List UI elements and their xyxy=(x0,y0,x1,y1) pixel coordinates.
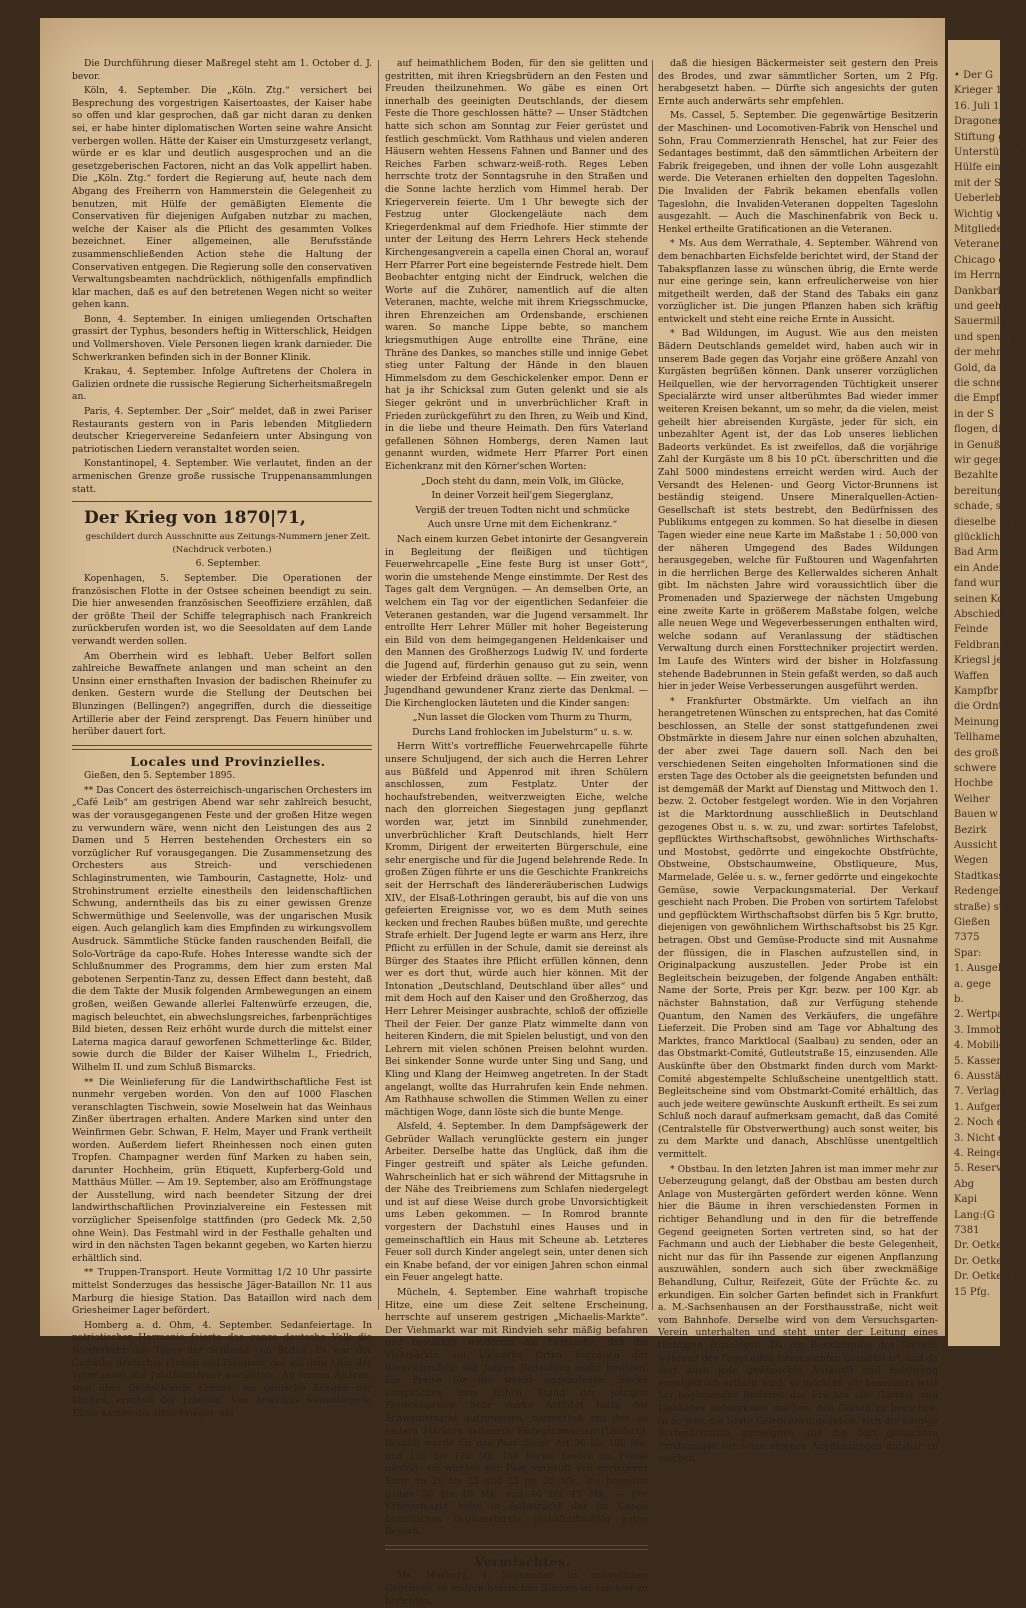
adjacent-page-fragment: Krieger 1870/ xyxy=(954,85,1025,97)
adjacent-page-fragment: straße) st xyxy=(954,901,1003,913)
adjacent-page-fragment: Waffen xyxy=(954,670,989,682)
adjacent-page-fragment: 7. Verlagen xyxy=(954,1086,1012,1098)
article-wildungen: * Bad Wildungen, im August. Wie aus den meisten Bädern Deutschlands gemeldet wird, haben auch wir in unserem Bade gegen das Vorjahr eine größere Anzahl von Kurgästen begrüßen können. Dank unserer vorzüglichen Heilquellen, wie der hervorragenden Tüchtigkeit unserer Specialärzte wird unser altberühmtes Bad wieder immer weiteren Kreisen bekannt, um so mehr, da die vielen, meist geheilt hier abreisenden Kurgäste, jeder für sich, ein unbezahlter Agent ist, der das Lob unseres lieblichen Badeorts verkündet. Es ist zweifellos, daß die vorjährige Zahl der Kurgäste um 8 bis 10 pCt. überschritten und die Zahl 5000 mindestens erreicht werden wird. Auch der Versandt des Helenen- und Georg Victor-Brunnens ist beständig steigend. Unsere Mineralquellen-Actien-Gesellschaft ist stets bestrebt, den Bedürfnissen des Publikums entgegen zu kommen. So hat dieselbe in diesen Tagen wieder eine neue Karte im Maßstabe 1 : 50,000 von der näheren Umgegend des Bades Wildungen herausgegeben, welche für Fußtouren und Wagenfahrten in die herrlichen Berge des Kellerwaldes sicheren Anhalt gibt. Im nächsten Jahre wird voraussichtlich über die Promenaden und Spazierwege der nächsten Umgebung eine zweite Karte in größerem Maßstabe folgen, welche alle neuen Wege und Wegeverbesserungen enthalten wird, welche sodann auf Veranlassung der städtischen Verwaltung durch einen Forsttechniker projectirt werden. Im Laufe des Winters wird der bisher in Holzfassung stehende Badebrunnen in Stein gefaßt werden, so daß auch hier in jeder Weise Verbesserungen ausgeführt werden. xyxy=(658,328,938,693)
adjacent-page-fragment: Weiher xyxy=(954,793,990,805)
adjacent-page-fragment: in der S xyxy=(954,408,994,420)
adjacent-page-fragment: Dankbarkeit xyxy=(954,285,1017,297)
dateline-giessen: Gießen, den 5. September 1895. xyxy=(84,770,236,782)
adjacent-page-fragment: Feldbrand xyxy=(954,639,1006,651)
article-weinlieferung: ** Die Weinlieferung für die Landwirthschaftliche Fest ist nunmehr vergeben worden. Von den auf 1000 Flaschen veranschlagten Tischwein, sowie Moselwein hat das Weinhaus Zinßer übertragen erhalten. Andere Marken sind unter den Weinfirmen Gebr. Schwan, F. Helm, Mayer und Frank vertheilt worden. Außerdem liefert Rheinhessen noch einen guten Tropfen. Champagner werden fünf Marken zu haben sein, darunter Hochheim, grün Etiquett, Kupferberg-Gold und Matthäus Müller. — Am 19. September, also am Eröffnungstage der Ausstellung, wird nach beendeter Sitzung der drei landwirthschaftlichen Provinzialvereine ein Festessen mit vorzüglicher Speisenfolge stattfinden (pro Gedeck Mk. 2,50 ohne Wein). Das Festmahl wird in der Festhalle gehalten und wird in den nächsten Tagen bekannt gegeben, wo Karten hierzu erhältlich sind. xyxy=(72,1076,372,1264)
adjacent-page-fragment: Redengebä xyxy=(954,886,1011,898)
article-bonn: Bonn, 4. September. In einigen umliegenden Ortschaften grassirt der Typhus, besonders heftig in Witterschlick, Heidgen und Vollmershoven. Viele Personen liegen krank darnieder. Die Schwerkranken befinden sich in der Bonner Klinik. xyxy=(72,313,372,363)
column-rule-2 xyxy=(652,60,653,1310)
adjacent-page-fragment: b. xyxy=(954,994,964,1005)
adjacent-page-fragment: 4. Reingewin xyxy=(954,1148,1021,1159)
adjacent-page-fragment: flogen, die xyxy=(954,424,1008,436)
poem-line: Auch unsre Urne mit dem Eichenkranz.“ xyxy=(427,519,618,531)
adjacent-page-fragment: Abg xyxy=(954,1178,975,1190)
adjacent-page-fragment: Aussicht xyxy=(954,840,998,851)
article-oberrhein: Am Oberrhein wird es lebhaft. Ueber Belfort sollen zahlreiche Bewaffnete anlangen und man scheint an den Unsinn einer ernsthaften Invasion der badischen Rheinufer zu denken. Gestern wurde die Stellung der Deutschen bei Blunzingen (Bellingen?) angegriffen, durch die diesseitige Artillerie aber der Feind zersprengt. Das Feuern hinüber und herüber dauert fort. xyxy=(72,650,372,738)
adjacent-page-fragment: 2. Noch erhob xyxy=(954,1117,1026,1129)
adjacent-page-fragment: 5. Kassenvo xyxy=(954,1055,1015,1067)
adjacent-page-fragment: Hülfe einer xyxy=(954,162,1012,174)
locales-heading: Locales und Provinzielles. xyxy=(130,753,326,769)
article-paris: Paris, 4. September. Der „Soir“ meldet, daß in zwei Pariser Restaurants gestern von in Paris lebenden Mitgliedern deutscher Kriegervereine Sedanfeiern unter Absingung von patriotischen Liedern veranstaltet worden seien. xyxy=(72,406,372,455)
adjacent-page-fragment: Mitglieder xyxy=(954,224,1008,235)
adjacent-page-fragment: Spar: xyxy=(954,947,982,959)
adjacent-page-fragment: des groß xyxy=(954,747,999,759)
divider xyxy=(385,1545,648,1550)
adjacent-page-fragment: 3. Immobi xyxy=(954,1024,1006,1036)
article-cassel: Ms. Cassel, 5. September. Die gegenwärtige Besitzerin der Maschinen- und Locomotiven-Fabrik von Henschel und Sohn, Frau Commerzienrath Henschel, hat zur Feier des Sedantages bestimmt, daß den sämmtlichen Arbeitern der Fabrik freigegeben, und ihnen der volle Lohn ausgezahlt werde. Die Veteranen erhielten den doppelten Tageslohn. Die Invaliden der Fabrik bekamen ebenfalls vollen Tageslohn, die Invaliden-Veteranen doppelten Tageslohn ausgezahlt. — Auch die Maschinenfabrik von Beck u. Henkel ertheilte Gratificationen an die Veteranen. xyxy=(658,110,938,235)
adjacent-page-fragment: Dr. Oetkers xyxy=(954,1240,1013,1252)
adjacent-page-fragment: 7381 xyxy=(954,1225,980,1236)
adjacent-page-fragment: Bezahlte xyxy=(954,470,999,482)
adjacent-page-fragment: mit der Sum xyxy=(954,177,1017,189)
adjacent-page-fragment: die Empfan xyxy=(954,393,1012,405)
article-homberg-cont2: Nach einem kurzen Gebet intonirte der Gesangverein in Begleitung der fleißigen und tüchtigen Feuerwehrcapelle „Eine feste Burg ist unser Gott“, worin die umstehende Menge einstimmte. Der Rest des Tages galt dem Vergnügen. — An demselben Orte, an welchem ein Tag vor der eigentlichen Sedanfeier die Veteranen gestanden, war die Jugend versammelt. Ihr entrollte Herr Lehrer Müller mit hoher Begeisterung ein Bild von dem heimgegangenen Heldenkaiser und den Mannen des Großherzogs Ludwig IV. und forderte die Jugend auf, fürderhin genauso gut zu sein, wenn wieder der Erbfeind dräuen sollte. — Ein zweiter, von Jugendhand gewundener Kranz zierte das Denkmal. — Die Kirchenglocken läuteten und die Kinder sangen: xyxy=(385,533,648,709)
adjacent-page-fragment: Stiftung ge xyxy=(954,131,1011,143)
article-intro-end: Die Durchführung dieser Maßregel steht am 1. October d. J. bevor. xyxy=(72,58,372,82)
poem-line: In deiner Vorzeit heil'gem Siegerglanz, xyxy=(431,490,614,502)
adjacent-page-fragment: Gießen xyxy=(954,917,991,928)
adjacent-page-fragment: Stadtkasse xyxy=(954,870,1010,882)
adjacent-page-fragment: Meinung xyxy=(954,716,1000,728)
article-koeln: Köln, 4. September. Die „Köln. Ztg.“ versichert bei Besprechung des vorgestrigen Kaisertoastes, der Kaiser habe so offen und klar gesprochen, daß gar nicht daran zu denken sei, er habe hinter diplomatischen Worten seine wahre Ansicht verbergen wollen. Hätte der Kaiser ein Umsturzgesetz verlangt, würde er es klar und deutlich ausgesprochen und an die gesetzgeberischen Factoren, nicht an das Volk appellirt haben. Die „Köln. Ztg.“ fordert die Regierung auf, heute nach dem Abgang des Freiherrn von Hammerstein die Gelegenheit zu benutzen, mit Hülfe der gemäßigten Elemente die Conservativen für diejenigen Aufgaben nutzbar zu machen, welche der Kaiser als die Pflicht des gesammten Volkes bezeichnet. Einer allgemeinen, alle Berufsstände zusammenschließenden Action stehe die Haltung der Conservativen entgegen. Die Regierung solle den conservativen Verwaltungsbeamten nachdrücklich, nöthigenfalls empfindlich klar machen, daß es auf den betretenen Wegen nicht so weiter gehen kann. xyxy=(72,85,372,311)
adjacent-page-fragment: Kriegsl je xyxy=(954,655,1003,667)
adjacent-page-fragment: 3. Nicht erh xyxy=(954,1132,1016,1144)
adjacent-page-fragment: Kapi xyxy=(954,1194,978,1206)
column-1 xyxy=(72,58,372,1419)
poem-line: Durchs Land frohlocken im Jubelsturm“ u. s. w. xyxy=(412,726,633,738)
adjacent-page-fragment: 6. Ausstän xyxy=(954,1071,1008,1082)
adjacent-page-fragment: Gold, da xyxy=(954,362,997,374)
article-marburg-cont: daß die hiesigen Bäckermeister seit gestern den Preis des Brodes, und zwar sämmtlicher Sorten, um 2 Pfg. herabgesetzt haben. — Dürfte sich angesichts der guten Ernte auch anderwärts sehr empfehlen. xyxy=(658,58,938,107)
adjacent-page-fragment: Wichtig war xyxy=(954,208,1016,220)
adjacent-page-fragment: glücklich ü xyxy=(954,532,1010,543)
adjacent-page-fragment: bereitungen xyxy=(954,485,1016,497)
adjacent-page-fragment: die Ordnt xyxy=(954,701,1003,713)
adjacent-page-fragment: fand wurde xyxy=(954,578,1012,590)
adjacent-page-fragment: Kampfbr xyxy=(954,686,999,697)
adjacent-page-fragment: die schnell xyxy=(954,378,1009,389)
article-krakau: Krakau, 4. September. Infolge Auftretens der Cholera in Galizien ordnete die russische Regierung Sicherheitsmaßregeln an. xyxy=(72,366,372,403)
adjacent-page-fragment: Tellhamer xyxy=(954,732,1005,744)
adjacent-page-fragment: Feinde xyxy=(954,624,989,636)
adjacent-page-fragment: a. gege xyxy=(954,978,991,990)
adjacent-page-fragment: Lang:(G xyxy=(954,1209,995,1221)
krieg-date: 6. September. xyxy=(195,558,261,570)
adjacent-page-fragment: Wegen xyxy=(954,855,989,867)
adjacent-page-fragment: Bauen w xyxy=(954,809,998,821)
adjacent-page-fragment: Bezirk xyxy=(954,824,987,836)
article-kopenhagen: Kopenhagen, 5. September. Die Operationen der französischen Flotte in der Ostsee scheinen beendigt zu sein. Die hier anwesenden französischen Seeoffiziere erzählen, daß der größte Theil der Schiffe telegraphisch nach Frankreich zurückberufen worden ist, wo die Seesoldaten auf dem Lande verwandt werden sollen. xyxy=(72,572,372,647)
article-homberg-cont: auf heimathlichem Boden, für den sie gelitten und gestritten, mit ihren Kriegsbrüdern an den Festen und Freuden theilzunehmen. Wo gäbe es einen Ort innerhalb des geeinigten Deutschlands, der diesem Feste die Thore geschlossen hätte? — Unser Städtchen hatte sich schon am Sonntag zur Feier gerüstet und festlich geschmückt. Vom Rathhaus und vielen anderen Häusern wehten Hessens Fahnen und Banner und des Reiches Farben schwarz-weiß-roth. Reges Leben herrschte trotz der Sonntagsruhe in den Straßen und die Sonne lachte herzlich vom Himmel herab. Der Kriegerverein feierte. Um 1 Uhr bewegte sich der Festzug unter Glockengeläute nach dem Kriegerdenkmal auf dem Friedhofe. Hier stimmte der unter der Leitung des Herrn Lehrers Heck stehende Kirchengesangverein a capella einen Choral an, worauf Herr Pfarrer Port eine begeisternde Festrede hielt. Dem Beobachter entging nicht der Eindruck, welchen die Worte auf die Zuhörer, namentlich auf die alten Veteranen, machte, welche mit ihrem Kriegsschmucke, ihren Ehrenzeichen am Ordensbande, erschienen waren. So manche Lippe bebte, so manchem kriegsmuthigen Auge entrollte eine Thräne, eine Thräne des Dankes, so manches stille und innige Gebet stieg unter Faltung der Hände in den blauen Himmelsdom zu dem Geschickelenker empor. Denn er hat ja ihr Schicksal zum Guten gelenkt und sie als Sieger gekrönt und in unverbrüchlicher Kraft in Frieden zurückgeführt zu den Ihren, zu Weib und Kind, in die liebe und theure Heimath. Den fürs Vaterland gefallenen Söhnen Hombergs, deren Namen laut genannt wurden, widmete Herr Pfarrer Port einen Eichenkranz mit den Körner'schen Worten: xyxy=(385,58,648,472)
adjacent-page-fragment: 16. Juli 1870 xyxy=(954,100,1019,112)
adjacent-page-fragment: schade, so xyxy=(954,501,1007,513)
column-2 xyxy=(385,58,648,1607)
article-concert: ** Das Concert des österreichisch-ungarischen Orchesters im „Café Leib“ am gestrigen Abend war sehr zahlreich besucht, was der vorausgegangenen Feste und der großen Hitze wegen zu verwundern wäre, wenn nicht den Leistungen des aus 2 Damen und 5 Herren bestehenden Orchesters ein so vorzüglicher Ruf vorausgegangen. Die Zusammensetzung des Orchesters aus Streich- und verschiedenen Schlaginstrumenten, wie Tambourin, Castagnette, Holz- und Strohinstrument erzielte einestheils den leidenschaftlichen Schwung, anderntheils das bis zu einer gewissen Grenze Schwermüthige und Seelenvolle, was der ungarischen Musik eigen. Auch gelanglich kam dies Empfinden zu wirkungsvollem Ausdruck. Sämmtliche Stücke fanden rauschenden Beifall, die Solo-Vorträge da capo-Rufe. Hohes Interesse wandte sich der Schlußnummer des Programms, dem hier zum ersten Mal gebotenen Serpentin-Tanz zu, dessen Effect dann besteht, daß die dem Takte der Musik folgenden Armbewegungen an einem großen, weißen Gewande allerlei Faltenwürfe erzeugen, die, magisch beleuchtet, ein abwechslungsreiches, farbenprächtiges Bild bieten, dessen Reiz erhöht wurde durch die mittelst einer Laterna magica darauf geworfenen Schmetterlinge &c. Bilder, sowie durch die Bilder der Kaiser Wilhelm I., Friedrich, Wilhelm II. und zum Schluß Bismarcks. xyxy=(72,784,372,1073)
adjacent-page-fragment: Sauermilch xyxy=(954,316,1012,328)
adjacent-page-fragment: dieselbe 2 g xyxy=(954,516,1016,528)
adjacent-page-fragment: Dr. Oetkers xyxy=(954,1255,1013,1267)
article-homberg-cont3: Herrn Witt's vortreffliche Feuerwehrcapelle führte unsere Schuljugend, der sich auch die Herren Lehrer aus Büßfeld und Appenrod mit ihren Schülern anschlossen, zum Festplatz. Unter der hochaufstrebenden, weitverzweigten Eiche, welche nach den glorreichen Siegestagen jung gepflanzt worden war, jetzt im Sinnbild zunehmender, unverbrüchlicher Kraft Deutschlands, hielt Herr Kromm, Dirigent der erweiterten Bürgerschule, eine sehr energische und für die Jugend belehrende Rede. In großen Zügen führte er uns die Geschichte Frankreichs seit der Herrschaft des ländereräuberischen Ludwigs XIV., der Elsaß-Lothringen geraubt, bis auf die von uns gefeierten Ereignisse vor, wo es dem Muth seines kecken und frechen Raubes büßen mußte, und gerechte Strafe erhielt. Der Jugend legte er warm ans Herz, ihre Pflicht zu erfüllen in der Schule, damit sie dereinst als Bürger des Staates ihre Pflicht erfüllen können, denn wer es dort thut, würde auch hier können. Mit der Intonation „Deutschland, Deutschland über alles“ und mit dem Hoch auf den Kaiser und den Großherzog, das Herr Lehrer Meisinger ausbrachte, schloß der offizielle Theil der Feier. Der ganze Platz wimmelte dann von heiteren Kindern, die mit Spielen belustigt, und von den Lehrern mit vielen schönen Preisen belohnt wurden. Bei sinkender Sonne wurde unter Sing und Sang, und Kling und Klang der Heimweg angetreten. In der Stadt angelangt, wollte das Hurrahrufen kein Ende nehmen. Am Rathhause schwollen die Stimmen Wellen zu einer mächtigen Woge, dann löste sich die bunte Menge. xyxy=(385,741,648,1118)
adjacent-page-strip xyxy=(948,40,1026,1346)
article-marburg: Ms. Marburg, 4. September. Im erfreulichen Gegensatz zu andern hessischen Städten ist von hier zu berichten, xyxy=(385,1570,648,1607)
adjacent-page-fragment: Hochbe xyxy=(954,778,994,790)
krieg-heading: Der Krieg von 1870|71, xyxy=(84,508,306,529)
column-3 xyxy=(658,58,939,1465)
article-konstantinopel: Konstantinopel, 4. September. Wie verlautet, finden an der armenischen Grenze große russische Truppenansammlungen statt. xyxy=(72,458,372,495)
adjacent-page-fragment: in Genuß ein xyxy=(954,439,1020,451)
adjacent-page-fragment: 5. Reservefon xyxy=(954,1163,1024,1175)
adjacent-page-fragment: Unterstützun xyxy=(954,147,1022,158)
adjacent-page-fragment: seinen Kopf xyxy=(954,593,1014,605)
article-homberg: Homberg a. d. Ohm, 4. September. Sedanfeiertage. In patriotischer Harmonie feierte das ganze deutsche Volk die Wiederkehr des Tages der Schlacht von Sedan. Es war der Gedanke deutscher Einheit und Einigkeit, der auf dem Altar des Vaterlandes die Jubiläumsfeuer anzündete. An fernen Altären, weit über Deutschlands Grenze, wo deutsche Zungen nur klingen, erscholl der Jubelton. Von Amerikas weitentlegene Küste kamen die alten Krieger, um xyxy=(72,1319,372,1419)
adjacent-page-fragment: 2. Wertpa xyxy=(954,1009,1004,1021)
poem-line: „Nun lasset die Glocken vom Thurm zu Thurm, xyxy=(412,712,633,724)
adjacent-page-fragment: Chicago ein xyxy=(954,254,1015,266)
vermischtes-heading: Vermischtes. xyxy=(474,1553,571,1569)
adjacent-page-fragment: und geehrt, xyxy=(954,301,1014,312)
adjacent-page-fragment: schwere xyxy=(954,763,997,774)
adjacent-page-fragment: im Herrn xyxy=(954,270,1001,282)
adjacent-page-fragment: Dragoner-Re xyxy=(954,116,1020,128)
adjacent-page-fragment: wir gegen xyxy=(954,455,1005,466)
adjacent-page-fragment: 1. Ausgel xyxy=(954,963,1002,975)
adjacent-page-fragment: und spendi xyxy=(954,331,1010,343)
article-obstbau: * Obstbau. In den letzten Jahren ist man immer mehr zur Ueberzeugung gelangt, daß der Obstbau am besten durch Anlage von Mustergärten gefördert werden könne. Wenn hier die Bäume in ihren verschiedensten Formen in richtiger Behandlung und in den für die betreffende Gegend geeigneten Sorten vertreten sind, so hat der Fachmann und auch der Liebhaber die beste Gelegenheit, nicht nur das für ihn Passende zur eigenen Anpflanzung auszuwählen, sondern auch sich über zweckmäßige Behandlung, Cultur, Reifezeit, Güte der Früchte &c. zu erkundigen. Ein solcher Garten befindet sich in Frankfurt a. M.-Sachsenhausen an der Forsthausstraße, nicht weit vom Bahnhofe. Derselbe wird von dem Versuchsgarten-Verein unterhalten und steht unter der Leitung eines tüchtigen Pomologen. Da die Besichtigung des Gartens während des Tages allen Interessenten gestattet ist, und da dort auch jede gewünschte Auskunft und Belehrung unentgeltlich ertheilt wird, so möchten wir besonders jetzt bei beginnender Reifezeit der Früchte alle Gärtner und Liebhaber aufmerksam machen, den Garten zu besuchen. In so jetzt die beste Gelegenheit gegeben, sich die nöthige Sortenkenntniß anzueignen und die dort gemachten Erfahrungen für seine eigenen Anpflanzungen nutzbar zu machen. xyxy=(658,1163,938,1465)
poem-line: „Doch steht du dann, mein Volk, im Glücke, xyxy=(420,475,625,487)
adjacent-page-fragment: • Der G xyxy=(954,70,993,81)
article-alsfeld: Alsfeld, 4. September. In dem Dampfsägewerk der Gebrüder Wallach verunglückte gestern ein junger Arbeiter. Derselbe hatte das Unglück, daß ihm die Finger gestreift und später als Leiche gefunden. Wahrscheinlich hat er sich während der Mittagsruhe in der Nähe des Treibriemens zum Schlafen niedergelegt und ist auf diese Weise durch grobe Unvorsichtigkeit ums Leben gekommen. — In Romrod brannte vorgestern der Dachstuhl eines Hauses und in gemeinschaftlich ein Haus mit Scheune ab. Letzteres Feuer soll durch Kinder angelegt sein, unter denen sich ein Knabe befand, der vor einigen Jahren schon einmal ein Feuer angelegt hatte. xyxy=(385,1121,648,1284)
article-muecheln: Mücheln, 4. September. Eine wahrhaft tropische Hitze, eine um diese Zeit seltene Erscheinung, herrschte auf unserem gestrigen „Michaelis-Markte“. Der Viehmarkt war mit Rindvieh sehr mäßig befahren und bestätigte wiederum die Thatsache, daß die Viehmärkte auf kleineren Orten bezüglich der Rindviehzufuhr seit Jahren Bedeutung mehr besitzen. Die Preise für die wenig angebotenen Stücke entsprachen dem hohen Stand der jetzigen Rindviehpreise. Sehr starke Auffahrt hatte der Schweinemarkt aufzuweisen, namentlich mit den an andern Märkten seltenern Einlegschweinen (Läufern). Bezahlt wurde für das Paar dieser Art 90 bis 100 Mk. und 100 bis 120 Mk. Die Ferkel fanden im Preise niedrig; sie wurden per Paar verkauft von geringerer Sorte zu 20 bis 25 und 25 bis 30 Mk., die besseren galten 30 bis 40 Mk. und 40 bis 45 Mk. — Der Krämermarkt hatte in Anbetracht der im Gange befindlichen Grummeternte verhältnißmäßig guten Besuch. xyxy=(385,1287,648,1538)
article-truppen: ** Truppen-Transport. Heute Vormittag 1/2 10 Uhr passirte mittelst Sonderzuges das hessische Jäger-Bataillon Nr. 11 aus Marburg die hiesige Station. Das Bataillon wird nach dem Griesheimer Lager befördert. xyxy=(72,1267,372,1317)
poem-line: Vergiß der treuen Todten nicht und schmücke xyxy=(415,504,630,516)
adjacent-page-fragment: ein Andenken xyxy=(954,562,1024,574)
column-rule-1 xyxy=(378,60,379,1310)
adjacent-page-fragment: Dr. Oetker's xyxy=(954,1271,1015,1283)
article-frankfurt: * Frankfurter Obstmärkte. Um vielfach an ihn herangetretenen Wünschen zu entsprechen, hat das Comité beschlossen, an Stelle der sonst stattgefundenen zwei Obstmärkte in diesem Jahre nur einen solchen abzuhalten, der aber zwei Tage dauern soll. Nach den bei verschiedenen Seiten eingeholten Informationen sind die ersten Tage des October als die geeignetsten befunden und ist demgemäß der Markt auf Dienstag und Mittwoch den 1. bezw. 2. October festgelegt worden. Wie in den Vorjahren ist die Marktordnung ausschließlich in Deutschland gezogenes Obst u. s. w. zu, und zwar: sortirtes Tafelobst, gepflücktes Wirthschaftsobst, gewöhnliches Wirthschafts- und Mostobst, gedörrte und eingekochte Obstfrüchte, Obstweine, Obstschaumweine, Obstliqueure, Mus, Marmelade, Gelée u. s. w., ferner gedörrte und eingekochte Gemüse, sowie Verpackungsmaterial. Der Verkauf geschieht nach Proben. Die Proben von sortirtem Tafelobst und gepflücktem Wirthschaftsobst dürfen bis 5 Kgr. brutto, diejenigen von gewöhnlichem Wirthschaftsobst bis 25 Kgr. betragen. Obst und Gemüse-Producte sind mit Ausnahme der flüssigen, die in Flaschen aufzustellen sind, in Originalpackung auszustellen. Jeder Probe ist ein Begleitschein beizugeben, der folgende Angaben enthält: Name der Sorte, Preis per Kgr. bezw. per 100 Kgr. ab nächster Bahnstation, daß zur Verfügung stehende Quantum, den Namen des Verkäufers, die ungefähre Lieferzeit. Die Proben sind am Tage vor Abhaltung des Marktes, franco Marktlocal (Saalbau) zu senden, oder an das Obstmarkt-Comité, Gutleutstraße 15, einzusenden. Alle Auskünfte über den Obstmarkt finden durch vom Markt-Comité abgestempelte Schlußscheine unentgeltlich statt. Begleitscheine sind vom Obstmarkt-Comité erhältlich, das auch jede weitere gewünschte Auskunft ertheilt. Es sei zum Schluß noch darauf aufmerksam gemacht, daß das Comité (Centralstelle für Obstverwerthung) auch sonst weiter, bis zu dem Markte und danach, Abschlüsse unentgeltlich vermittelt. xyxy=(658,695,939,1161)
divider xyxy=(72,745,372,750)
adjacent-page-fragment: Bad Arm xyxy=(954,547,999,559)
adjacent-page-fragment: 1. Aufgenom xyxy=(954,1101,1019,1113)
adjacent-page-fragment: 7375 xyxy=(954,932,980,944)
divider xyxy=(72,501,372,502)
adjacent-page-fragment: Abschied aus xyxy=(954,609,1022,620)
krieg-subtitle: geschildert durch Ausschnitte aus Zeitungs-Nummern jener Zeit. (Nachdruck verboten.) xyxy=(85,532,371,555)
adjacent-page-fragment: Veteranenfes xyxy=(954,239,1021,251)
adjacent-page-fragment: Ueberleben xyxy=(954,193,1014,205)
adjacent-page-fragment: der mehr al xyxy=(954,347,1014,359)
adjacent-page-fragment: 15 Pfg. xyxy=(954,1286,990,1298)
adjacent-page-fragment: 4. Mobilien xyxy=(954,1040,1012,1052)
article-werratal: * Ms. Aus dem Werrathale, 4. September. Während von dem benachbarten Eichsfelde berichtet wird, der Stand der Tabakspflanzen lasse zu wünschen übrig, die Ernte werde nur eine geringe sein, kann erfreulicherweise von hier mitgetheilt werden, daß der Stand des Tabaks ein ganz vorzüglicher ist. Die jungen Pflanzen haben sich kräftig entwickelt und steht eine reiche Ernte in Aussicht. xyxy=(658,238,938,325)
